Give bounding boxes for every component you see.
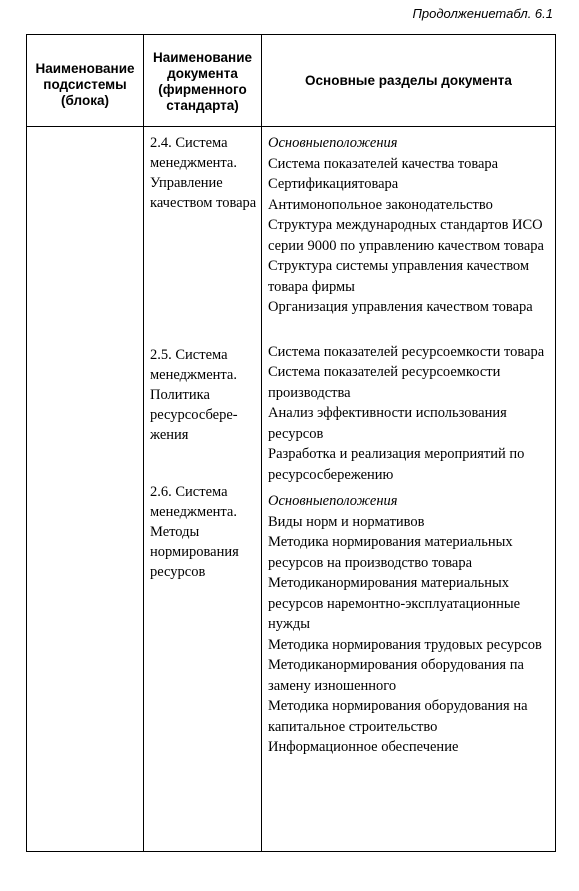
document-2-6: 2.6. Система менеджмента. Методы нормирования ресурсов — [150, 484, 239, 580]
list-item: Антимонопольное законодательство — [268, 196, 493, 213]
list-item: Разработка и реализация мероприятий по ресурсосбережению — [268, 446, 525, 483]
list-item: Методика нормирования трудовых ресурсов — [268, 636, 542, 653]
list-item: Методиканормирования материальных ресурсов наремонтно-эксплуатационные нужды — [268, 575, 521, 632]
header-document: Наименование документа (фирменного стандарта) — [144, 35, 262, 127]
document-table — [26, 34, 556, 852]
list-item: Система показателей ресурсоемкости производства — [268, 364, 501, 401]
list-item: Основныеположения — [268, 493, 398, 509]
list-item: Система показателей качества товара — [268, 155, 499, 172]
document-2-5: 2.5. Система менеджмента. Политика ресурсосбере-жения — [150, 347, 238, 443]
list-item: Организация управления качеством товара — [268, 299, 533, 315]
list-item: Структура системы управления качеством товара фирмы — [268, 258, 530, 295]
header-subsystem: Наименование подсистемы (блока) — [27, 35, 144, 127]
header-sections: Основные разделы документа — [262, 35, 556, 127]
list-item: Методика нормирования оборудования на капитальное строительство — [268, 698, 528, 735]
sections-2-4 — [268, 133, 551, 318]
list-item: Сертификациятовара — [268, 176, 399, 192]
list-item: Методика нормирования материальных ресурсов на производство товара — [268, 534, 513, 571]
document-cell — [144, 127, 262, 852]
list-item: Информационное обеспечение — [268, 739, 459, 755]
table-caption: Продолжениетабл. 6.1 — [412, 6, 553, 21]
list-item: Структура международных стандартов ИСО серии 9000 по управлению качеством товара — [268, 217, 544, 254]
sections-cell — [262, 127, 556, 852]
list-item: Методиканормирования оборудования па замену изношенного — [268, 657, 524, 694]
list-item: Система показателей ресурсоемкости товара — [268, 343, 545, 360]
list-item: Виды норм и нормативов — [268, 513, 425, 530]
list-item: Основныеположения — [268, 135, 398, 151]
sections-2-6 — [268, 491, 551, 758]
subsystem-cell — [27, 127, 144, 852]
sections-2-5 — [268, 342, 551, 486]
document-2-4: 2.4. Система менеджмента. Управление качеством товара — [150, 135, 257, 211]
list-item: Анализ эффективности использования ресурсов — [268, 405, 507, 442]
